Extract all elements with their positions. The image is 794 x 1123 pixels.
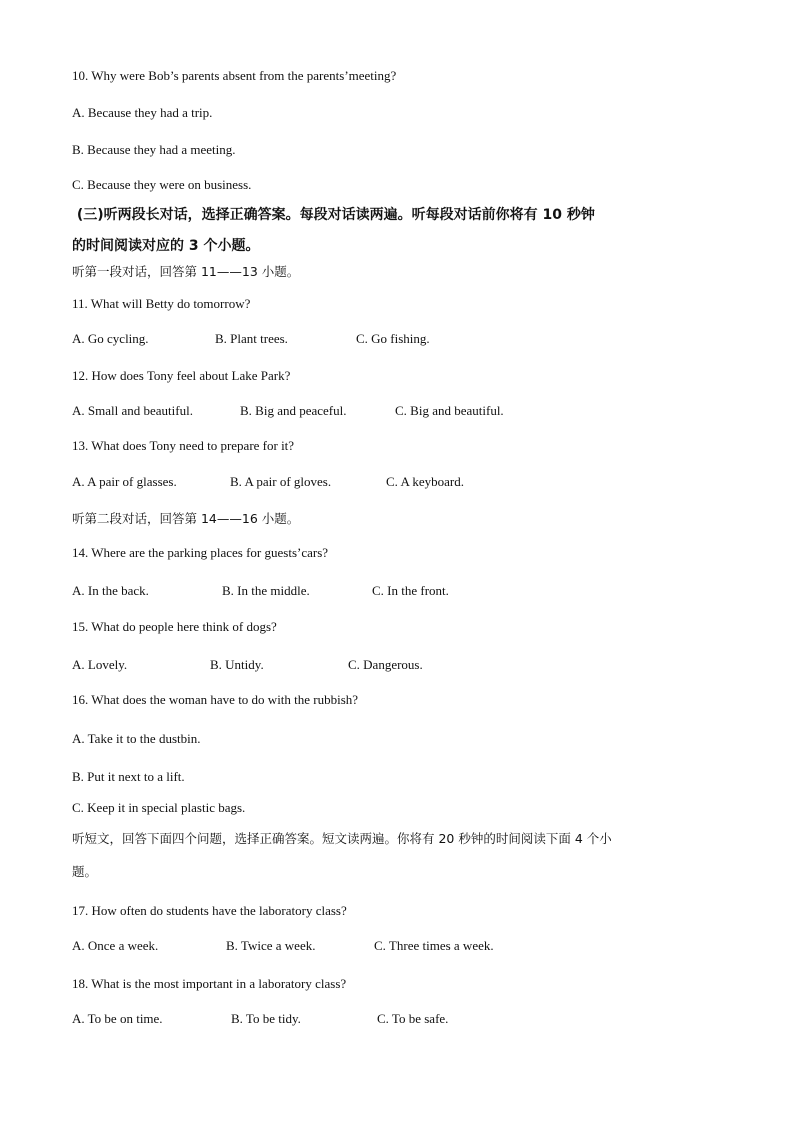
section-3-instructions-line1: (三)听两段长对话，选择正确答案。每段对话读两遍。听每段对话前你将有 10 秒钟 bbox=[72, 207, 595, 223]
q13-option-c: C. A keyboard. bbox=[386, 474, 464, 489]
question-14: 14. Where are the parking places for guests’cars? bbox=[72, 545, 329, 560]
q14-option-a: A. In the back. bbox=[72, 583, 149, 598]
dialog-1-intro: 听第一段对话，回答第 11——13 小题。 bbox=[72, 264, 300, 279]
q15-option-b: B. Untidy. bbox=[210, 657, 264, 672]
q16-option-b: B. Put it next to a lift. bbox=[72, 769, 185, 784]
q16-option-a: A. Take it to the dustbin. bbox=[72, 731, 201, 746]
q13-option-a: A. A pair of glasses. bbox=[72, 474, 177, 489]
question-12: 12. How does Tony feel about Lake Park? bbox=[72, 368, 291, 383]
q18-option-b: B. To be tidy. bbox=[231, 1011, 301, 1026]
q16-option-c: C. Keep it in special plastic bags. bbox=[72, 800, 246, 815]
question-16: 16. What does the woman have to do with the rubbish? bbox=[72, 692, 359, 707]
question-10: 10. Why were Bob’s parents absent from the parents’meeting? bbox=[72, 68, 397, 83]
passage-intro-line2: 题。 bbox=[72, 864, 98, 879]
q17-option-b: B. Twice a week. bbox=[226, 938, 316, 953]
q11-option-b: B. Plant trees. bbox=[215, 331, 288, 346]
q18-option-c: C. To be safe. bbox=[377, 1011, 449, 1026]
q10-option-b: B. Because they had a meeting. bbox=[72, 142, 236, 157]
question-15: 15. What do people here think of dogs? bbox=[72, 619, 277, 634]
q18-option-a: A. To be on time. bbox=[72, 1011, 163, 1026]
q15-option-c: C. Dangerous. bbox=[348, 657, 423, 672]
question-18: 18. What is the most important in a laboratory class? bbox=[72, 976, 347, 991]
q11-option-a: A. Go cycling. bbox=[72, 331, 149, 346]
section-3-instructions-line2: 的时间阅读对应的 3 个小题。 bbox=[72, 238, 260, 254]
passage-intro-line1: 听短文，回答下面四个问题，选择正确答案。短文读两遍。你将有 20 秒钟的时间阅读下面 4 个小 bbox=[72, 831, 612, 846]
q14-option-c: C. In the front. bbox=[372, 583, 449, 598]
question-17: 17. How often do students have the laboratory class? bbox=[72, 903, 347, 918]
q12-option-b: B. Big and peaceful. bbox=[240, 403, 347, 418]
question-13: 13. What does Tony need to prepare for it? bbox=[72, 438, 295, 453]
q12-option-c: C. Big and beautiful. bbox=[395, 403, 504, 418]
q12-option-a: A. Small and beautiful. bbox=[72, 403, 193, 418]
q14-option-b: B. In the middle. bbox=[222, 583, 310, 598]
q17-option-c: C. Three times a week. bbox=[374, 938, 494, 953]
q10-option-a: A. Because they had a trip. bbox=[72, 105, 213, 120]
question-11: 11. What will Betty do tomorrow? bbox=[72, 296, 251, 311]
q10-option-c: C. Because they were on business. bbox=[72, 177, 252, 192]
q17-option-a: A. Once a week. bbox=[72, 938, 159, 953]
q15-option-a: A. Lovely. bbox=[72, 657, 128, 672]
q11-option-c: C. Go fishing. bbox=[356, 331, 430, 346]
q13-option-b: B. A pair of gloves. bbox=[230, 474, 332, 489]
dialog-2-intro: 听第二段对话，回答第 14——16 小题。 bbox=[72, 511, 300, 526]
